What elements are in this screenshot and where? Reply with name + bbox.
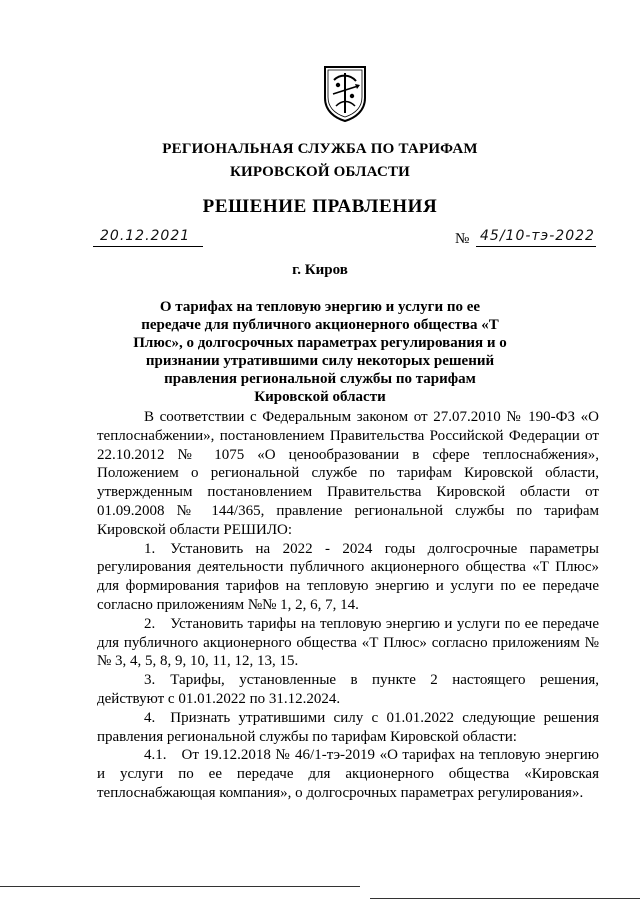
date-underline (93, 246, 203, 247)
decision-body (97, 408, 599, 803)
coat-of-arms-icon (322, 64, 368, 122)
item-4: 4. Признать утратившими силу с 01.01.2022 следующие решения правления региональной службы по тарифам Кировской области: (97, 709, 599, 745)
decision-date: 20.12.2021 (100, 228, 191, 244)
decision-subject: О тарифах на тепловую энергию и услуги по ее передаче для публичного акционерного общества «Т Плюс», о долгосрочных параметрах регулирования и о признании утратившими силу некоторых решений правления региональной службы по тарифам Кировской области (133, 299, 507, 405)
item-2: 2. Установить тарифы на тепловую энергию и услуги по ее передаче для публичного акционерного общества «Т Плюс» согласно приложениям №№ 3, 4, 5, 8, 9, 10, 11, 12, 13, 15. (97, 615, 599, 670)
footer-rule-right (370, 898, 640, 899)
item-3: 3. Тарифы, установленные в пункте 2 настоящего решения, действуют с 01.01.2022 по 31.12.2024. (97, 672, 599, 707)
number-underline (476, 246, 596, 247)
item-1: 1. Установить на 2022 - 2024 годы долгосрочные параметры регулирования деятельности публичного акционерного общества «Т Плюс» для формирования тарифов на тепловую энергию и услуги по ее передаче согласно приложениям №№ 1, 2, 6, 7, 14. (97, 540, 599, 613)
organization-name-line2: КИРОВСКОЙ ОБЛАСТИ (229, 164, 411, 180)
footer-rule-left (0, 886, 360, 887)
preamble-paragraph: В соответствии с Федеральным законом от 27.07.2010 № 190-ФЗ «О теплоснабжении», постановлением Правительства Российской Федерации от 22.10.2012 № 1075 «О ценообразовании в сфере теплоснабжения», Положением о региональной службе по тарифам Кировской области, утвержденным постановлением Правительства Кировской области от 01.09.2008 № 144/365, правление региональной службы по тарифам Кировской области РЕШИЛО: (97, 409, 599, 538)
city: г. Киров (292, 262, 348, 278)
organization-name-line1: РЕГИОНАЛЬНАЯ СЛУЖБА ПО ТАРИФАМ (162, 141, 478, 157)
document-title: РЕШЕНИЕ ПРАВЛЕНИЯ (202, 196, 438, 217)
decision-number: 45/10-тэ-2022 (480, 228, 595, 244)
item-4-1: 4.1. От 19.12.2018 № 46/1-тэ-2019 «О тарифах на тепловую энергию и услуги по ее передаче для акционерного общества «Кировская теплоснабжающая компания», о долгосрочных параметрах регулирования». (97, 747, 599, 801)
number-prefix: № (455, 231, 470, 247)
